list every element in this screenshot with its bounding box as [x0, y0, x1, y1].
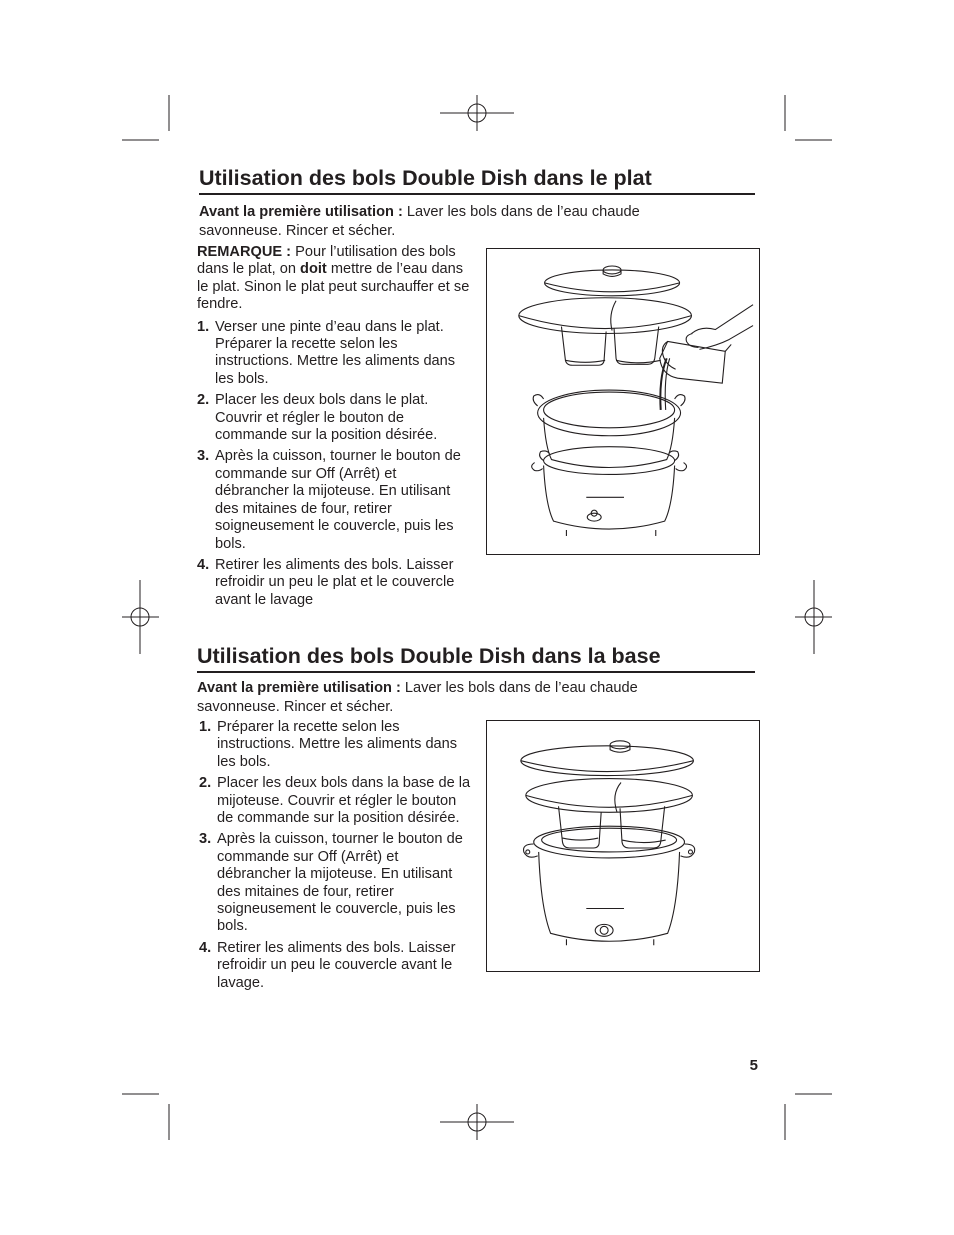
section1-intro [199, 203, 719, 240]
registration-mark-left [122, 580, 159, 654]
section2-intro [197, 679, 717, 716]
section1-step-1: 1. Verser une pinte d’eau dans le plat. Préparer la recette selon les instructions. Mettre les aliments dans les bols. [197, 318, 456, 387]
section1-step-2: 2. Placer les deux bols dans le plat. Couvrir et régler le bouton de commande sur la position désirée. [197, 392, 438, 444]
section1-step-3: 3. Après la cuisson, tourner le bouton de commande sur Off (Arrêt) et débrancher la mijoteuse. En utilisant des mitaines de four, retirer soigneusement le couvercle, puis les bols. [197, 448, 461, 552]
registration-mark-top [440, 95, 514, 131]
section2-column [199, 719, 471, 996]
figure-bowls-in-stoneware [486, 248, 760, 555]
slow-cooker-pouring-illustration [487, 249, 759, 554]
remark-doit: doit [300, 261, 327, 278]
section1-intro-text: Laver les bols dans de l’eau chaude savonneuse. Rincer et sécher. [199, 204, 640, 239]
section1-step-4: 4. Retirer les aliments des bols. Laisser refroidir un peu le plat et le couvercle avant le lavage [197, 556, 455, 608]
section2-step-4: 4. Retirer les aliments des bols. Laisser refroidir un peu le couvercle avant le lavage. [199, 939, 456, 991]
section1-heading: Utilisation des bols Double Dish dans le plat [199, 165, 755, 195]
registration-mark-right [795, 580, 832, 654]
slow-cooker-base-illustration [487, 721, 759, 971]
section2-intro-text: Laver les bols dans de l’eau chaude savonneuse. Rincer et sécher. [197, 680, 638, 715]
remark-label: REMARQUE : [197, 244, 292, 260]
section2-step-1: 1. Préparer la recette selon les instructions. Mettre les aliments dans les bols. [199, 719, 458, 770]
remark-text-a: Pour l’utilisation des bols dans le plat, on [197, 244, 456, 278]
section2-intro-label: Avant la première utilisation : [197, 680, 401, 696]
section1-column [197, 244, 472, 613]
registration-mark-bottom [440, 1104, 514, 1140]
section1-intro-label: Avant la première utilisation : [199, 204, 403, 220]
remark-text-b: mettre de l’eau dans le plat. Sinon le plat peut surchauffer et se fendre. [197, 261, 470, 313]
figure-bowls-in-base [486, 720, 760, 972]
page-number: 5 [749, 1057, 758, 1074]
section2-step-2: 2. Placer les deux bols dans la base de la mijoteuse. Couvrir et régler le bouton de commande sur la position désirée. [199, 775, 471, 827]
section1-remark [197, 244, 472, 314]
section2-step-3: 3. Après la cuisson, tourner le bouton de commande sur Off (Arrêt) et débrancher la mijoteuse. En utilisant des mitaines de four, retirer soigneusement le couvercle, puis les bols. [199, 831, 463, 935]
section2-heading: Utilisation des bols Double Dish dans la base [197, 643, 755, 673]
